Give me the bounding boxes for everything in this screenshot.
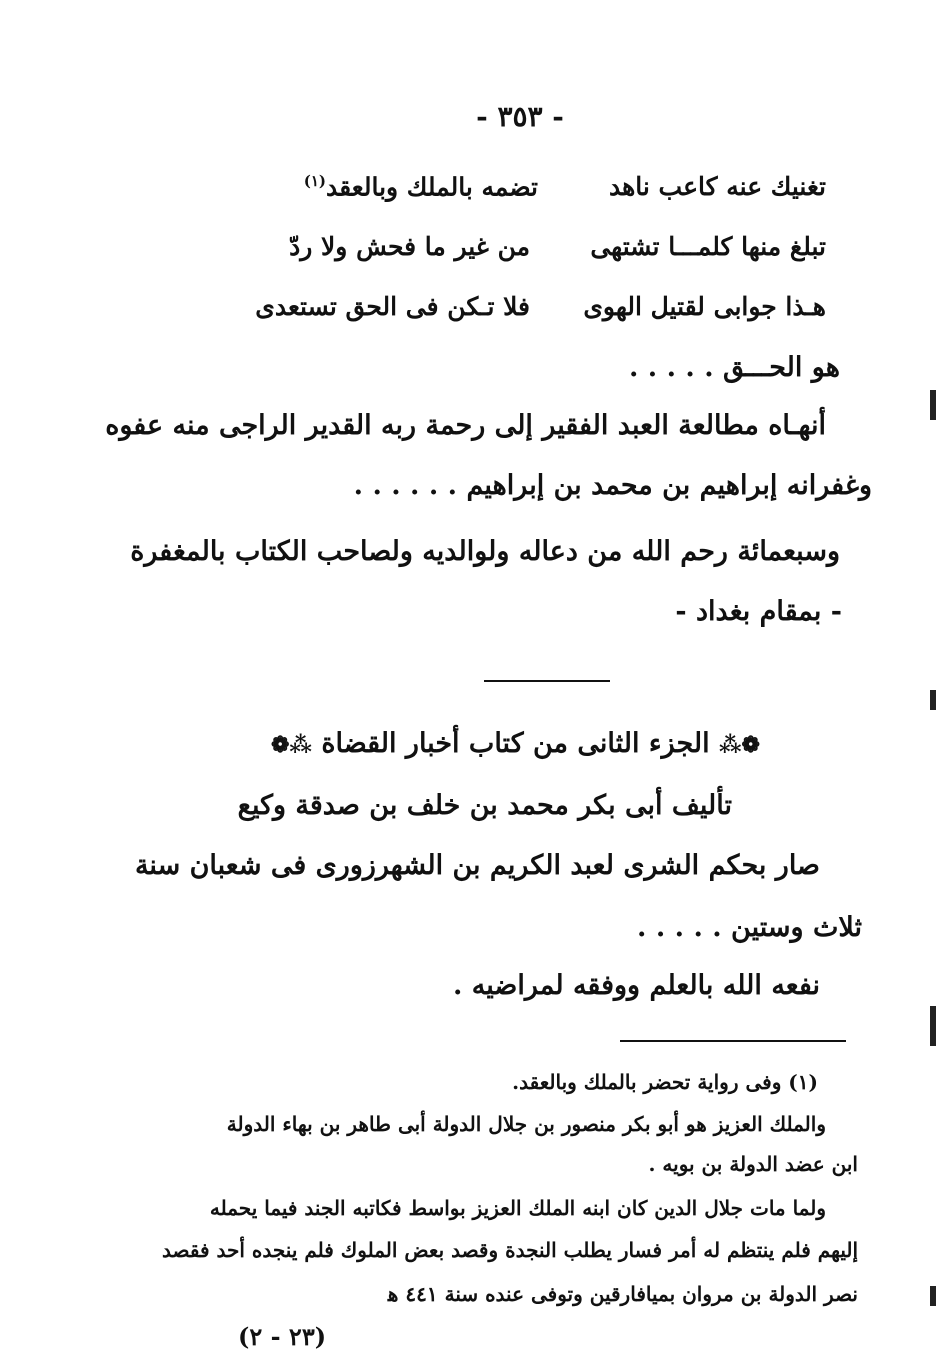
footnote-line-2: والملك العزيز هو أبو بكر منصور بن جلال الدولة أبى طاهر بن بهاء الدولة xyxy=(226,1112,826,1136)
body-line-5: - بمقام بغداد - xyxy=(675,596,842,627)
footnote-line-5: إليهم فلم ينتظم له أمر فسار يطلب النجدة وقصد بعض الملوك فلم ينجده أحد فقصد xyxy=(162,1238,858,1262)
footnote-1: (١) وفى رواية تحضر بالملك وبالعقد. xyxy=(512,1070,818,1094)
verse-1-first-hemistich: تغنيك عنه كاعب ناهد xyxy=(608,172,826,201)
section-title-text: الجزء الثانى من كتاب أخبار القضاة xyxy=(321,728,710,759)
scan-edge-mark xyxy=(930,1286,936,1306)
footnote-line-4: ولما مات جلال الدين كان ابنه الملك العزيز بواسط فكاتبه الجند فيما يحمله xyxy=(209,1196,826,1220)
verse-1-second-hemistich xyxy=(304,172,538,201)
scan-edge-mark xyxy=(930,390,936,420)
section-title xyxy=(271,728,760,759)
section-author: تأليف أبى بكر محمد بن خلف بن صدقة وكيع xyxy=(237,790,732,821)
verse-3-second-hemistich: فلا تـكن فى الحق تستعدى xyxy=(255,292,530,321)
footnote-rule xyxy=(620,1040,846,1042)
signature-mark: (٢٣ - ٢) xyxy=(238,1322,327,1351)
section-line-1: صار بحكم الشرى لعبد الكريم بن الشهرزورى فى شعبان سنة xyxy=(134,850,820,881)
verse-3-first-hemistich: هـذا جوابى لقتيل الهوى xyxy=(583,292,826,321)
body-line-3: وغفرانه إبراهيم بن محمد بن إبراهيم . . . . . . xyxy=(353,470,872,501)
page-number: - ٣٥٣ - xyxy=(476,100,564,133)
verse-2-second-hemistich: من غير ما فحش ولا ردّ xyxy=(289,232,530,261)
scan-edge-mark xyxy=(930,1006,936,1046)
section-line-3: نفعه الله بالعلم ووفقه لمراضيه . xyxy=(452,970,820,1001)
scan-edge-mark xyxy=(930,690,936,710)
section-line-2: ثلاث وستين . . . . . xyxy=(637,912,862,943)
verse-1-second-hemistich-text: تضمه بالملك وبالعقد xyxy=(326,172,538,202)
body-line-2: أنهـاه مطالعة العبد الفقير إلى رحمة ربه القدير الراجى منه عفوه xyxy=(105,410,826,441)
body-line-4: وسبعمائة رحم الله من دعاله ولوالديه ولصاحب الكتاب بالمغفرة xyxy=(130,536,840,567)
footnote-marker: (١) xyxy=(303,172,326,190)
footnote-line-6: نصر الدولة بن مروان بميافارقين وتوفى عنده سنة ٤٤١ ﻫ xyxy=(387,1282,858,1306)
body-line-1: هو الحـــق . . . . . xyxy=(629,352,840,383)
ornament-right-icon: ❁⁂ xyxy=(719,732,760,758)
verse-2-first-hemistich: تبلغ منها كلمـــا تشتهى xyxy=(590,232,826,261)
section-divider xyxy=(484,680,610,682)
footnote-line-3: ابن عضد الدولة بن بويه . xyxy=(648,1152,858,1176)
ornament-left-icon: ⁂❁ xyxy=(270,732,312,758)
